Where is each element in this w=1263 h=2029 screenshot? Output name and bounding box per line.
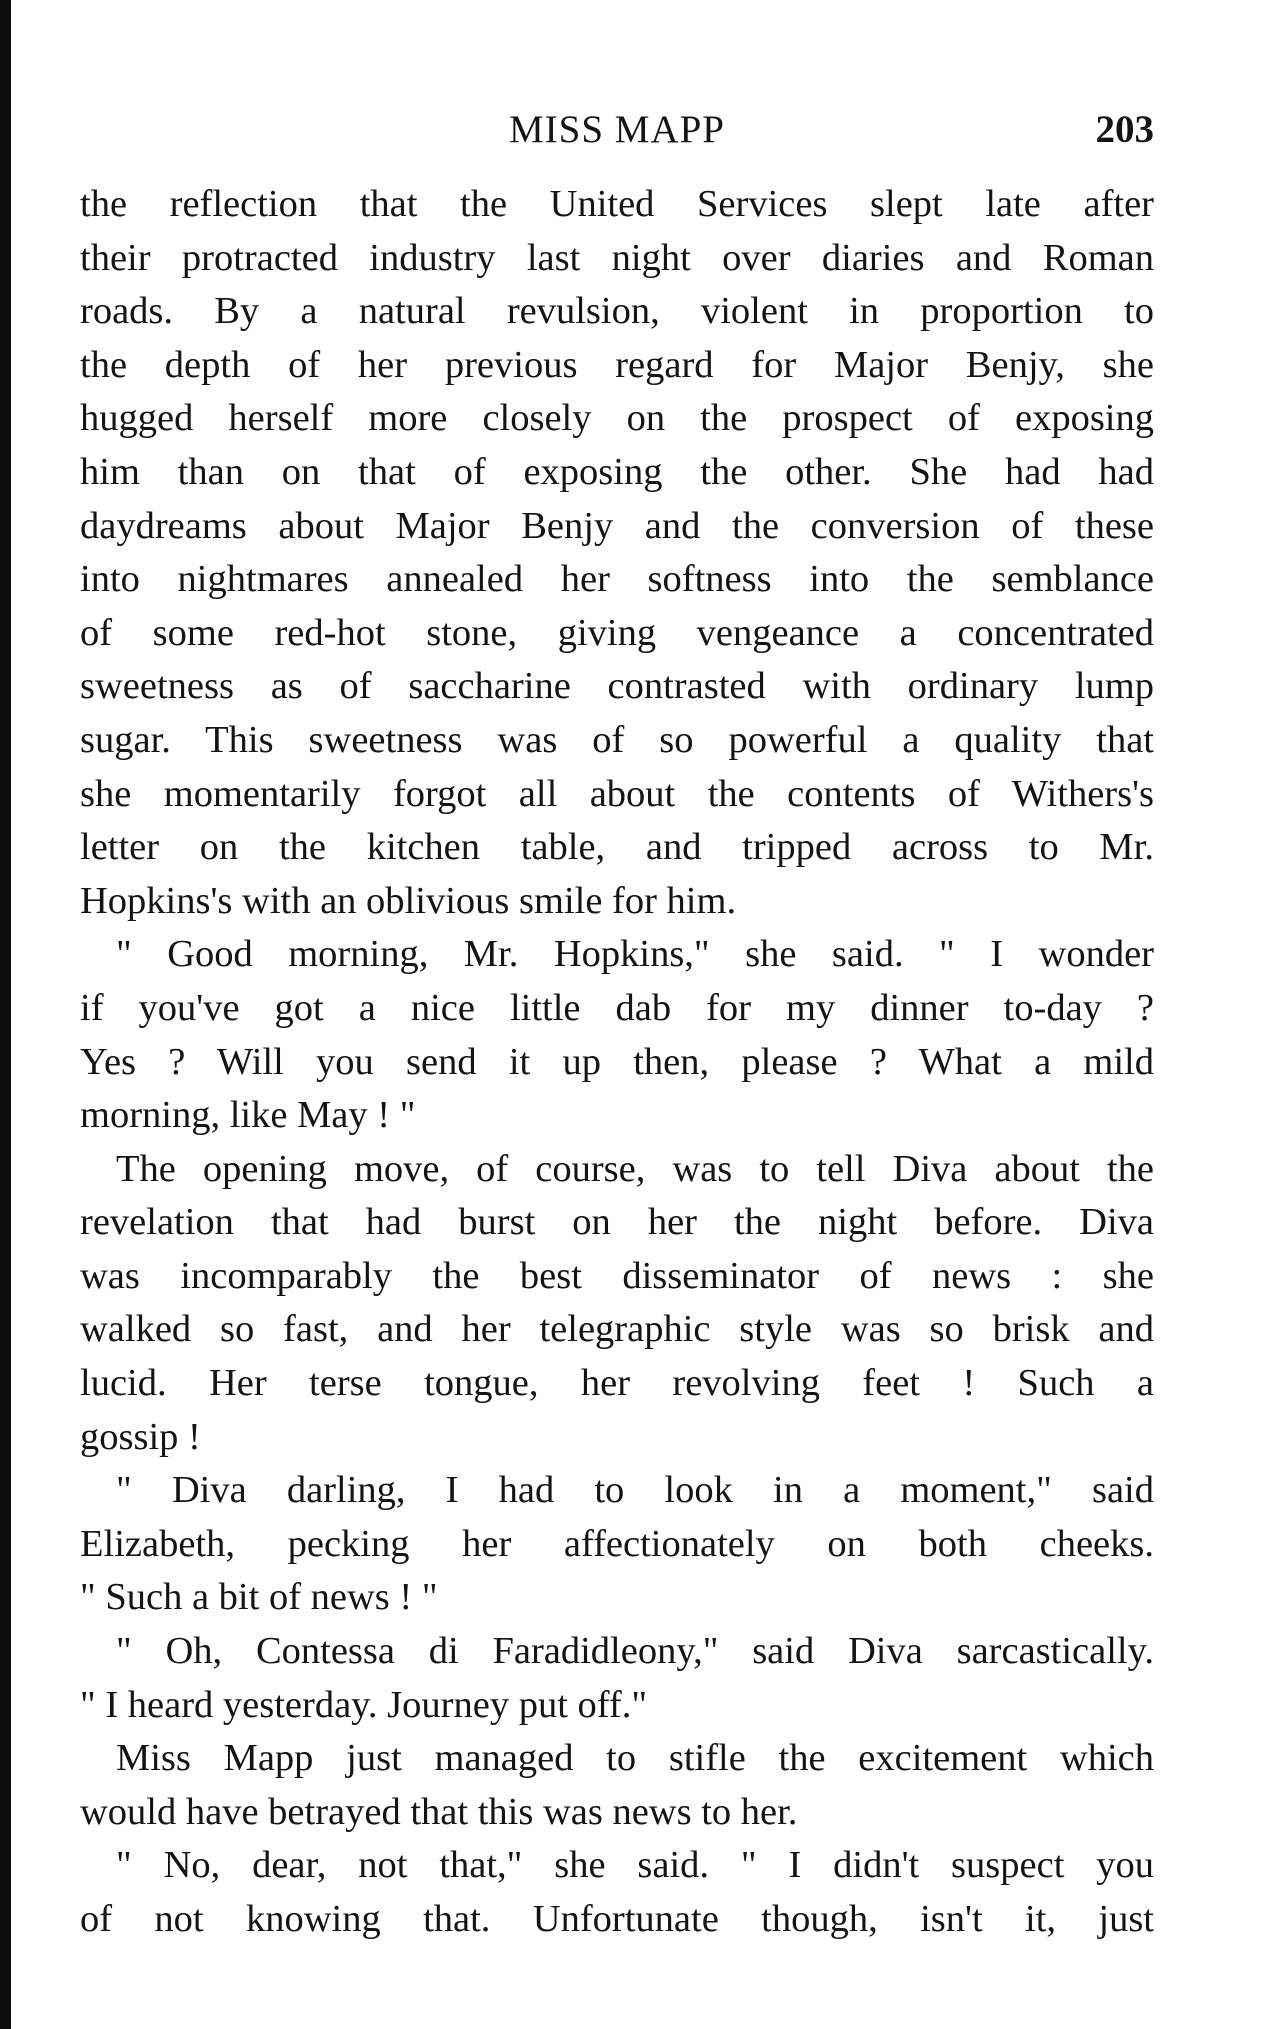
text-line: of some red-hot stone, giving vengeance a concentrated (80, 611, 1154, 654)
text-line: hugged herself more closely on the prospect of exposing (80, 397, 1154, 440)
text-line: Miss Mapp just managed to stifle the excitement which (116, 1737, 1154, 1780)
text-line: him than on that of exposing the other. She had had (80, 450, 1154, 493)
text-line: daydreams about Major Benjy and the conversion of these (80, 504, 1154, 547)
running-title: MISS MAPP (508, 108, 726, 151)
text-line: " Diva darling, I had to look in a moment," said (116, 1469, 1154, 1512)
text-line: walked so fast, and her telegraphic style was so brisk and (80, 1308, 1154, 1351)
text-line: morning, like May ! " (80, 1094, 416, 1137)
text-line: " No, dear, not that," she said. " I didn't suspect you (116, 1844, 1154, 1887)
text-line: " Oh, Contessa di Faradidleony," said Diva sarcastically. (116, 1630, 1154, 1673)
text-line: revelation that had burst on her the night before. Diva (80, 1201, 1154, 1244)
text-line: Hopkins's with an oblivious smile for him. (80, 879, 737, 922)
text-line: would have betrayed that this was news to her. (80, 1790, 798, 1833)
page-number: 203 (1095, 108, 1154, 151)
text-line: was incomparably the best disseminator of news : she (80, 1254, 1154, 1297)
text-line: into nightmares annealed her softness into the semblance (80, 558, 1154, 601)
text-line: " I heard yesterday. Journey put off." (80, 1683, 648, 1726)
text-line: " Good morning, Mr. Hopkins," she said. " I wonder (116, 933, 1154, 976)
text-line: the reflection that the United Services slept late after (80, 183, 1154, 225)
body-text (80, 178, 1154, 1947)
text-line: if you've got a nice little dab for my dinner to-day ? (80, 986, 1154, 1029)
text-line: lucid. Her terse tongue, her revolving feet ! Such a (80, 1362, 1154, 1405)
text-line: Elizabeth, pecking her affectionately on both cheeks. (80, 1522, 1154, 1565)
text-line: of not knowing that. Unfortunate though, isn't it, just (80, 1898, 1154, 1940)
page-edge-shadow (0, 0, 11, 2029)
text-line: letter on the kitchen table, and tripped across to Mr. (80, 826, 1154, 869)
text-line: " Such a bit of news ! " (80, 1576, 438, 1619)
text-line: The opening move, of course, was to tell Diva about the (116, 1147, 1154, 1190)
text-line: roads. By a natural revulsion, violent in proportion to (80, 290, 1154, 333)
text-line: gossip ! (80, 1415, 201, 1458)
text-line: Yes ? Will you send it up then, please ? What a mild (80, 1040, 1154, 1083)
text-line: sugar. This sweetness was of so powerful a quality that (80, 718, 1154, 761)
text-line: sweetness as of saccharine contrasted with ordinary lump (80, 665, 1154, 708)
page-header (80, 106, 1154, 154)
text-line: the depth of her previous regard for Major Benjy, she (80, 343, 1154, 386)
text-line: their protracted industry last night over diaries and Roman (80, 236, 1154, 279)
text-line: she momentarily forgot all about the contents of Withers's (80, 772, 1154, 815)
